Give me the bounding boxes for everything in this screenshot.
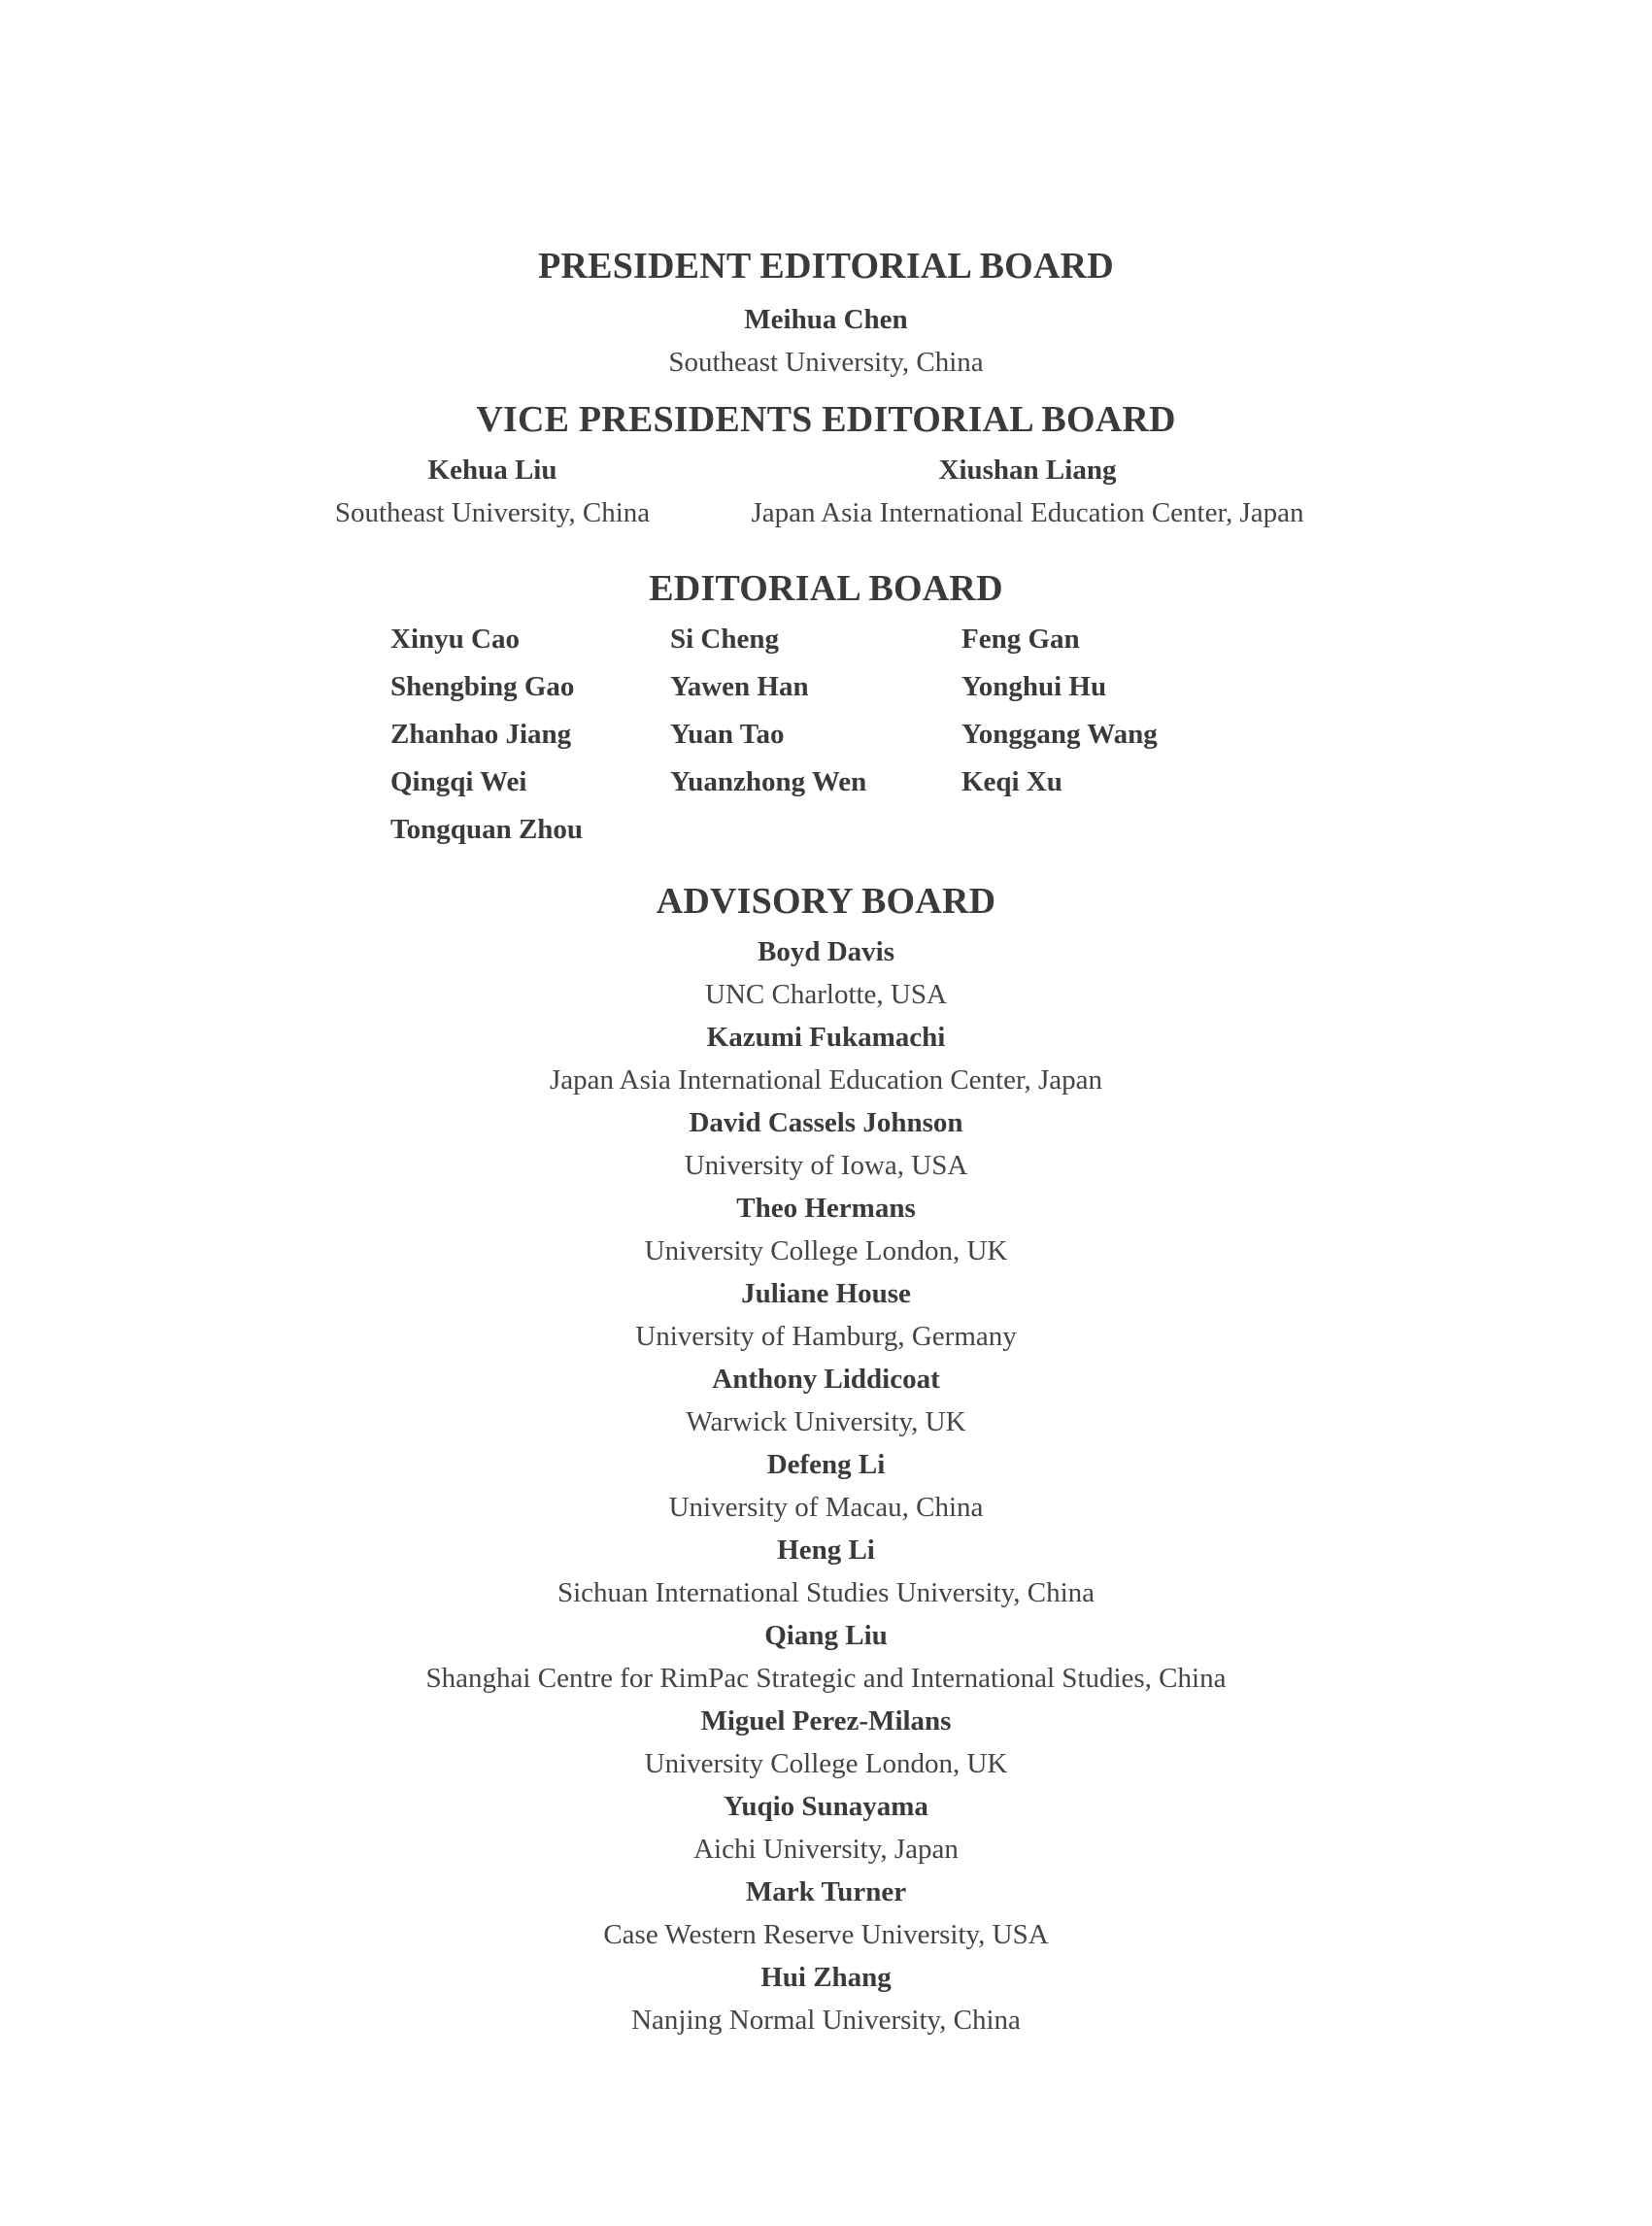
advisory-member (0, 1618, 1652, 1703)
advisory-member (0, 1191, 1652, 1276)
editorial-member: Yuan Tao (670, 719, 785, 750)
vice-president-1 (313, 453, 672, 530)
editorial-member: Zhanhao Jiang (390, 719, 572, 750)
editorial-member: Yawen Han (670, 671, 809, 702)
advisory-member-affiliation: Japan Asia International Education Center, Japan (550, 1064, 1102, 1096)
editorial-member: Si Cheng (670, 624, 780, 655)
advisory-member (0, 1703, 1652, 1789)
editorial-member: Yonghui Hu (961, 671, 1107, 702)
advisory-member-affiliation: University of Hamburg, Germany (635, 1321, 1017, 1352)
advisory-member-name: Kazumi Fukamachi (706, 1022, 946, 1053)
advisory-member-name: Heng Li (777, 1535, 875, 1566)
president-affiliation: Southeast University, China (668, 347, 984, 378)
president-heading: PRESIDENT EDITORIAL BOARD (538, 246, 1114, 287)
advisory-member (0, 1362, 1652, 1447)
advisory-member (0, 1789, 1652, 1874)
advisory-member-name: David Cassels Johnson (689, 1107, 963, 1138)
advisory-member-affiliation: UNC Charlotte, USA (705, 979, 947, 1010)
advisory-member-name: Hui Zhang (760, 1962, 892, 1993)
advisory-member-affiliation: University College London, UK (644, 1235, 1008, 1266)
editorial-member: Yonggang Wang (961, 719, 1158, 750)
editorial-member: Yuanzhong Wen (670, 766, 867, 797)
advisory-member-name: Qiang Liu (764, 1620, 888, 1651)
editorial-member: Feng Gan (961, 624, 1080, 655)
editorial-member: Shengbing Gao (390, 671, 575, 702)
advisory-member (0, 934, 1652, 1020)
editorial-member: Tongquan Zhou (390, 814, 584, 845)
advisory-member (0, 1960, 1652, 2045)
vice-president-name: Xiushan Liang (938, 455, 1117, 486)
advisory-member (0, 1447, 1652, 1533)
advisory-member-name: Theo Hermans (736, 1193, 916, 1224)
advisory-member-name: Mark Turner (745, 1876, 907, 1907)
advisory-member-affiliation: University of Iowa, USA (684, 1150, 968, 1181)
advisory-member (0, 1020, 1652, 1105)
advisory-member-name: Miguel Perez-Milans (700, 1705, 952, 1737)
editorial-member: Keqi Xu (961, 766, 1062, 797)
vice-president-2 (712, 453, 1343, 530)
advisory-member (0, 1874, 1652, 1960)
advisory-board-heading: ADVISORY BOARD (656, 881, 996, 922)
advisory-member-affiliation: University College London, UK (644, 1748, 1008, 1779)
advisory-member-affiliation: University of Macau, China (668, 1492, 984, 1523)
advisory-member-name: Anthony Liddicoat (712, 1364, 940, 1395)
advisory-member (0, 1105, 1652, 1191)
president-name: Meihua Chen (744, 304, 908, 335)
advisory-member-name: Yuqio Sunayama (724, 1791, 928, 1822)
advisory-member-name: Boyd Davis (757, 936, 894, 967)
advisory-member-affiliation: Nanjing Normal University, China (631, 2005, 1021, 2036)
advisory-member-affiliation: Sichuan International Studies University, China (556, 1577, 1096, 1608)
editorial-member: Qingqi Wei (390, 766, 527, 797)
editorial-board-heading: EDITORIAL BOARD (649, 568, 1003, 609)
advisory-member (0, 1276, 1652, 1362)
vice-president-affiliation: Southeast University, China (334, 497, 651, 528)
advisory-board-list (0, 934, 1652, 2045)
advisory-member-name: Juliane House (741, 1278, 911, 1309)
advisory-member-affiliation: Case Western Reserve University, USA (603, 1919, 1049, 1950)
vice-president-name: Kehua Liu (427, 455, 557, 486)
advisory-member (0, 1533, 1652, 1618)
advisory-member-affiliation: Shanghai Centre for RimPac Strategic and International Studies, China (425, 1663, 1227, 1694)
advisory-member-affiliation: Warwick University, UK (686, 1406, 966, 1437)
vice-presidents-heading: VICE PRESIDENTS EDITORIAL BOARD (476, 399, 1176, 440)
editorial-member: Xinyu Cao (390, 624, 520, 655)
advisory-member-affiliation: Aichi University, Japan (693, 1834, 959, 1865)
advisory-member-name: Defeng Li (766, 1449, 886, 1480)
vice-president-affiliation: Japan Asia International Education Center, Japan (751, 497, 1304, 528)
